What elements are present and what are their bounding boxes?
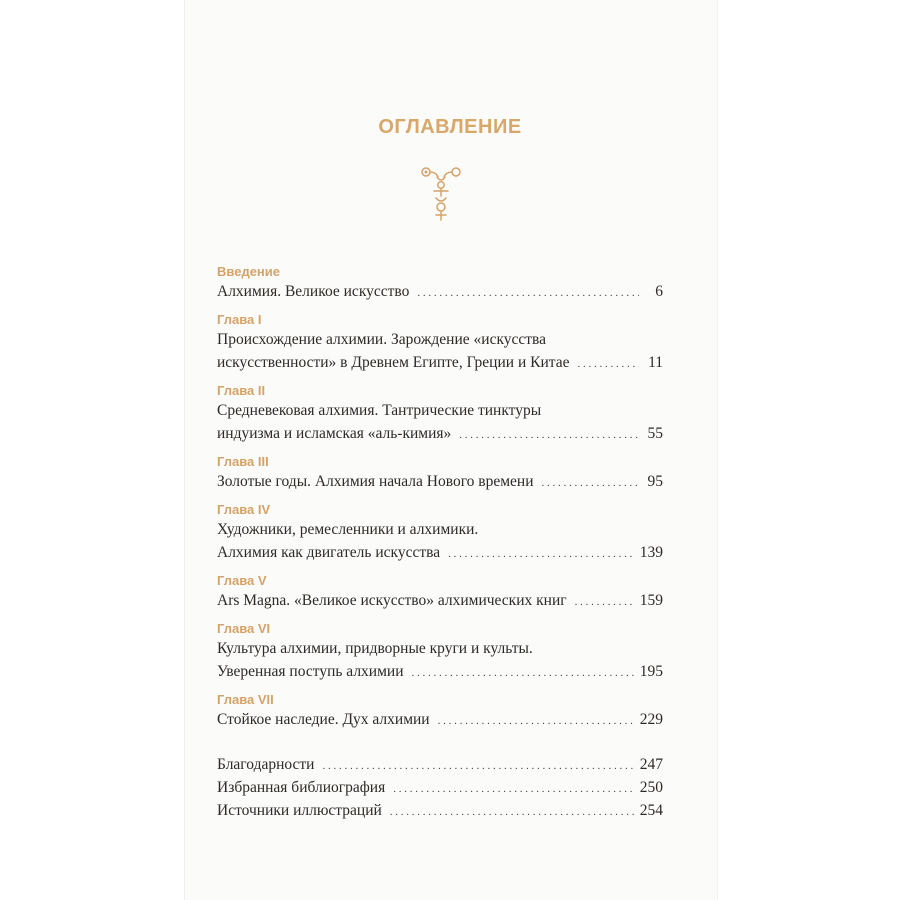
dot-leader — [417, 282, 639, 305]
toc-entry-chapter-4[interactable] — [217, 501, 663, 564]
toc-entry-chapter-6[interactable] — [217, 620, 663, 683]
toc-line — [217, 422, 663, 445]
chapter-label: Глава III — [217, 454, 269, 469]
page-number: 195 — [639, 663, 663, 680]
dot-leader — [438, 710, 634, 733]
entry-title: индуизма и исламская «аль-кимия» — [217, 425, 452, 442]
dot-leader — [448, 543, 634, 566]
chapter-label: Глава I — [217, 312, 262, 327]
toc-line — [217, 541, 663, 564]
toc-entry-acknowledgements[interactable] — [217, 753, 663, 776]
entry-title: Стойкое наследие. Дух алхимии — [217, 711, 430, 728]
page-number: 139 — [639, 544, 663, 561]
alchemical-symbol-icon — [418, 163, 464, 221]
entry-title: Алхимия. Великое искусство — [217, 283, 410, 300]
dot-leader — [575, 591, 634, 614]
entry-title: Ars Magna. «Великое искусство» алхимических книг — [217, 592, 567, 609]
toc-entry-bibliography[interactable] — [217, 776, 663, 799]
chapter-label: Глава VI — [217, 621, 271, 636]
entry-title: Избранная библиография — [217, 779, 386, 796]
toc-line — [217, 708, 663, 731]
entry-title: Культура алхимии, придворные круги и культы. — [217, 640, 533, 657]
toc-line — [217, 637, 663, 660]
toc-entry-introduction[interactable] — [217, 263, 663, 303]
page-number: 159 — [639, 592, 663, 609]
toc-line — [217, 351, 663, 374]
toc-entry-chapter-2[interactable] — [217, 382, 663, 445]
page-number: 247 — [639, 756, 663, 773]
toc-line — [217, 660, 663, 683]
chapter-label: Глава IV — [217, 502, 271, 517]
toc-entry-chapter-5[interactable] — [217, 572, 663, 612]
toc-entry-chapter-7[interactable] — [217, 691, 663, 731]
entry-title: Золотые годы. Алхимия начала Нового времени — [217, 473, 534, 490]
page-number: 250 — [639, 779, 663, 796]
page-number: 95 — [647, 473, 663, 490]
dot-leader — [542, 472, 639, 495]
toc-line — [217, 280, 663, 303]
chapter-label: Глава V — [217, 573, 267, 588]
toc-line — [217, 589, 663, 612]
toc-entry-chapter-3[interactable] — [217, 453, 663, 493]
back-matter — [217, 753, 663, 822]
toc-entry-chapter-1[interactable] — [217, 311, 663, 374]
table-of-contents — [217, 263, 663, 822]
dot-leader — [322, 755, 633, 778]
toc-line — [217, 328, 663, 351]
dot-leader — [412, 662, 634, 685]
dot-leader — [390, 801, 634, 824]
entry-title: Алхимия как двигатель искусства — [217, 544, 441, 561]
dot-leader — [577, 353, 639, 376]
dot-leader — [393, 778, 634, 801]
chapter-label: Глава VII — [217, 692, 274, 707]
page-number: 11 — [648, 354, 663, 371]
toc-line — [217, 470, 663, 493]
page-number: 254 — [639, 802, 663, 819]
entry-title: Художники, ремесленники и алхимики. — [217, 521, 479, 538]
entry-title: Источники иллюстраций — [217, 802, 382, 819]
page-number: 6 — [655, 283, 663, 300]
entry-title: Уверенная поступь алхимии — [217, 663, 404, 680]
dot-leader — [459, 424, 639, 447]
toc-line — [217, 399, 663, 422]
chapter-label: Введение — [217, 264, 280, 279]
toc-entry-illustration-sources[interactable] — [217, 799, 663, 822]
entry-title: Средневековая алхимия. Тантрические тинктуры — [217, 402, 542, 419]
page-title: ОГЛАВЛЕНИЕ — [378, 116, 522, 138]
toc-line — [217, 518, 663, 541]
entry-title: Происхождение алхимии. Зарождение «искусства — [217, 331, 547, 348]
chapter-label: Глава II — [217, 383, 266, 398]
page-number: 55 — [647, 425, 663, 442]
entry-title: Благодарности — [217, 756, 315, 773]
entry-title: искусственности» в Древнем Египте, Греции и Китае — [217, 354, 570, 371]
page-number: 229 — [639, 711, 663, 728]
